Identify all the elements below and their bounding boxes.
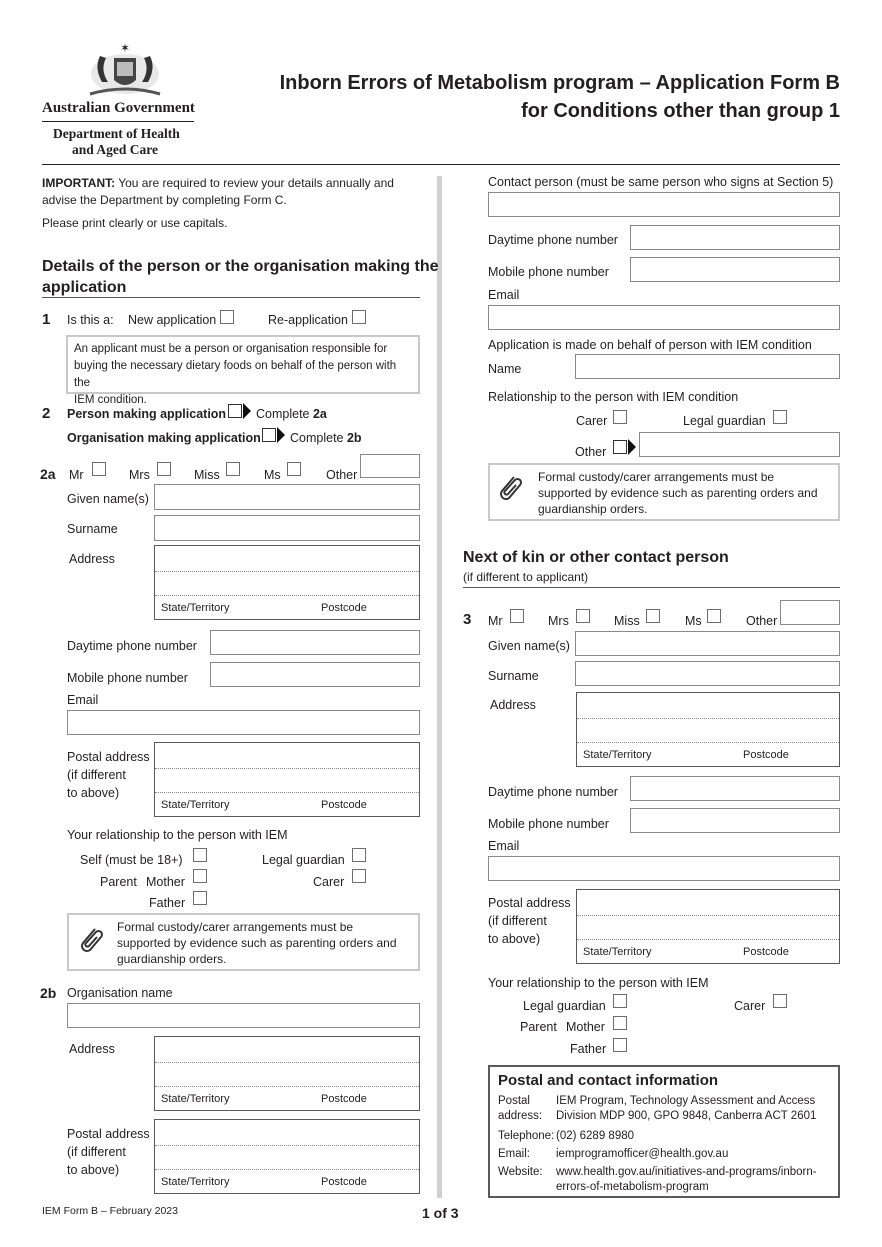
contact-mobile-phone-input[interactable]	[630, 257, 840, 282]
contact-daytime-phone-input[interactable]	[630, 225, 840, 250]
address-line-divider	[155, 768, 419, 769]
s3-surname-label: Surname	[488, 669, 539, 683]
org-making-label: Organisation making application	[67, 431, 261, 445]
s3-carer-label: Carer	[734, 999, 766, 1013]
paperclip-icon	[77, 925, 105, 959]
next-of-kin-rule	[463, 587, 840, 588]
address-line-divider	[577, 915, 839, 916]
address-line-divider	[155, 1062, 419, 1063]
name-input[interactable]	[575, 354, 840, 379]
s3-address-input[interactable]	[576, 692, 840, 767]
complete-2b-ref: 2b	[346, 431, 362, 445]
arrow-icon	[628, 439, 636, 455]
s3-email-input[interactable]	[488, 856, 840, 881]
q1-number: 1	[42, 311, 51, 328]
title-ms-checkbox[interactable]	[287, 462, 301, 476]
contact-email-label: Email	[488, 288, 520, 302]
contact-info-box	[488, 1065, 840, 1198]
title-mr-checkbox[interactable]	[92, 462, 106, 476]
title-other-input[interactable]	[360, 454, 420, 478]
email-label: Email:	[498, 1148, 530, 1160]
title-mr-label: Mr	[69, 468, 84, 482]
s3-mother-checkbox[interactable]	[613, 1016, 627, 1030]
s3-given-names-label: Given name(s)	[488, 639, 570, 653]
header-rule	[42, 164, 840, 165]
re-application-checkbox[interactable]	[352, 310, 366, 324]
carer-checkbox[interactable]	[352, 869, 366, 883]
postcode-label: Postcode	[743, 749, 789, 761]
svg-text:✶: ✶	[119, 41, 131, 55]
relationship-label: Your relationship to the person with IEM	[67, 828, 288, 842]
legal-guardian-label: Legal guardian	[262, 853, 345, 867]
org-address-label: Address	[69, 1042, 115, 1056]
postal-value-2: Division MDP 900, GPO 9848, Canberra ACT 2601	[556, 1110, 817, 1122]
applicant-requirement-note	[66, 335, 420, 406]
telephone-label: Telephone:	[498, 1130, 555, 1142]
surname-input[interactable]	[154, 515, 420, 541]
mother-label: Mother	[146, 875, 185, 889]
next-of-kin-heading: Next of kin or other contact person	[463, 549, 729, 566]
legal-guardian-checkbox[interactable]	[352, 848, 366, 862]
contact-daytime-phone-label: Daytime phone number	[488, 233, 618, 247]
surname-label: Surname	[67, 522, 118, 536]
s3-address-label: Address	[490, 698, 536, 712]
state-territory-label: State/Territory	[161, 1093, 230, 1105]
postcode-label: Postcode	[743, 946, 789, 958]
s3-title-ms-label: Ms	[685, 614, 702, 628]
section-2a-number: 2a	[40, 466, 56, 482]
rt-custody-note	[488, 463, 840, 521]
person-making-checkbox[interactable]	[228, 404, 242, 418]
org-making-checkbox[interactable]	[262, 428, 276, 442]
s3-title-mr-checkbox[interactable]	[510, 609, 524, 623]
person-making-label: Person making application	[67, 407, 227, 421]
note-line-3: IEM condition.	[74, 394, 147, 406]
address-line-divider	[155, 571, 419, 572]
note-line-2: buying the necessary dietary foods on behalf of the person with the	[74, 360, 397, 389]
name-label: Name	[488, 362, 522, 376]
s3-title-miss-label: Miss	[614, 614, 640, 628]
s3-title-mrs-checkbox[interactable]	[576, 609, 590, 623]
given-names-label: Given name(s)	[67, 492, 149, 506]
complete-2a	[256, 407, 327, 421]
rt-other-input[interactable]	[639, 432, 840, 457]
s3-daytime-phone-label: Daytime phone number	[488, 785, 618, 799]
gov-divider	[42, 121, 194, 122]
state-territory-label: State/Territory	[161, 799, 230, 811]
title-mrs-checkbox[interactable]	[157, 462, 171, 476]
title-miss-label: Miss	[194, 468, 220, 482]
self-checkbox[interactable]	[193, 848, 207, 862]
parent-label: Parent	[100, 875, 137, 889]
page-number: 1 of 3	[422, 1205, 459, 1221]
carer-label: Carer	[313, 875, 345, 889]
custody-line-3: guardianship orders.	[538, 502, 648, 516]
org-address-input[interactable]	[154, 1036, 420, 1111]
address-line-divider	[155, 792, 419, 793]
government-crest	[70, 36, 180, 102]
postal-value-1: IEM Program, Technology Assessment and Access	[556, 1095, 816, 1107]
address-line-divider	[155, 1145, 419, 1146]
given-names-input[interactable]	[154, 484, 420, 510]
postcode-label: Postcode	[321, 1176, 367, 1188]
re-application-label: Re-application	[268, 313, 348, 327]
column-divider	[437, 176, 442, 1198]
important-label: IMPORTANT:	[42, 176, 116, 190]
email-link[interactable]: iemprogramofficer@health.gov.au	[556, 1148, 729, 1160]
title-ms-label: Ms	[264, 468, 281, 482]
complete-word: Complete	[290, 431, 344, 445]
postal-line-1: Postal address	[67, 750, 150, 764]
postal-label-1: Postal	[498, 1095, 530, 1107]
address-line-divider	[577, 718, 839, 719]
rt-legal-guardian-checkbox[interactable]	[773, 410, 787, 424]
q2-number: 2	[42, 405, 51, 422]
s3-father-label: Father	[570, 1042, 607, 1056]
contact-mobile-phone-label: Mobile phone number	[488, 265, 609, 279]
s3-legal-guardian-checkbox[interactable]	[613, 994, 627, 1008]
s3-mobile-phone-label: Mobile phone number	[488, 817, 609, 831]
mobile-phone-label: Mobile phone number	[67, 671, 188, 685]
postal-line-3: to above)	[488, 932, 541, 946]
org-postal-address-label	[67, 1125, 150, 1179]
org-name-label: Organisation name	[67, 986, 173, 1000]
applicant-heading-1: Details of the person or the organisation making the	[42, 258, 439, 275]
father-label: Father	[149, 896, 186, 910]
section-2b-number: 2b	[40, 985, 57, 1001]
telephone-value: (02) 6289 8980	[556, 1130, 635, 1142]
arrow-icon	[277, 427, 285, 443]
applicant-heading-2: application	[42, 279, 127, 296]
rt-legal-guardian-label: Legal guardian	[683, 414, 766, 428]
contact-email-input[interactable]	[488, 305, 840, 330]
postcode-label: Postcode	[321, 1093, 367, 1105]
gov-name: Australian Government	[42, 100, 195, 116]
contact-person-input[interactable]	[488, 192, 840, 217]
email-label: Email	[67, 693, 99, 707]
daytime-phone-input[interactable]	[210, 630, 420, 655]
website-label: Website:	[498, 1166, 543, 1178]
q1-label: Is this a:	[67, 313, 114, 327]
paperclip-icon	[496, 473, 524, 507]
s3-title-other-label: Other	[746, 614, 778, 628]
address-line-divider	[577, 742, 839, 743]
s3-surname-input[interactable]	[575, 661, 840, 686]
postal-line-2: (if different	[488, 914, 547, 928]
postal-line-3: to above)	[67, 1163, 120, 1177]
address-line-divider	[577, 939, 839, 940]
behalf-label: Application is made on behalf of person with IEM condition	[488, 338, 812, 352]
title-miss-checkbox[interactable]	[226, 462, 240, 476]
address-label: Address	[69, 552, 115, 566]
form-title-line2: for Conditions other than group 1	[521, 100, 840, 122]
complete-2b	[290, 431, 362, 445]
important-text-2: advise the Department by completing Form C.	[42, 193, 287, 207]
relationship-iem-label: Relationship to the person with IEM condition	[488, 390, 739, 404]
email-input[interactable]	[67, 710, 420, 735]
title-mrs-label: Mrs	[129, 468, 150, 482]
address-input[interactable]	[154, 545, 420, 620]
self-label: Self (must be 18+)	[80, 853, 183, 867]
s3-postal-address-label	[488, 894, 571, 948]
daytime-phone-label: Daytime phone number	[67, 639, 197, 653]
website-link-2[interactable]: errors-of-metabolism-program	[556, 1181, 709, 1193]
rt-other-label: Other	[575, 445, 607, 459]
org-name-input[interactable]	[67, 1003, 420, 1028]
state-territory-label: State/Territory	[583, 749, 652, 761]
s3-email-label: Email	[488, 839, 520, 853]
important-notice	[42, 175, 422, 209]
new-application-checkbox[interactable]	[220, 310, 234, 324]
complete-word: Complete	[256, 407, 310, 421]
address-line-divider	[155, 1086, 419, 1087]
section-3-number: 3	[463, 611, 472, 628]
note-line-1: An applicant must be a person or organisation responsible for	[74, 343, 388, 355]
s3-carer-checkbox[interactable]	[773, 994, 787, 1008]
rt-carer-checkbox[interactable]	[613, 410, 627, 424]
dept-name-line1: Department of Health	[53, 126, 180, 141]
s3-relationship-label: Your relationship to the person with IEM	[488, 976, 709, 990]
arrow-icon	[243, 403, 251, 419]
postcode-label: Postcode	[321, 602, 367, 614]
contact-info-heading: Postal and contact information	[498, 1072, 719, 1089]
mother-checkbox[interactable]	[193, 869, 207, 883]
custody-line-2: supported by evidence such as parenting orders and	[538, 486, 818, 500]
s3-parent-label: Parent	[520, 1020, 557, 1034]
mobile-phone-input[interactable]	[210, 662, 420, 687]
rt-other-checkbox[interactable]	[613, 440, 627, 454]
complete-2a-ref: 2a	[312, 407, 327, 421]
title-other-label: Other	[326, 468, 358, 482]
rt-carer-label: Carer	[576, 414, 608, 428]
postal-line-3: to above)	[67, 786, 120, 800]
form-title-line1: Inborn Errors of Metabolism program – Application Form B	[279, 72, 840, 94]
postal-line-2: (if different	[67, 768, 126, 782]
website-link-1[interactable]: www.health.gov.au/initiatives-and-programs/inborn-	[556, 1166, 817, 1178]
state-territory-label: State/Territory	[161, 602, 230, 614]
s3-mobile-phone-input[interactable]	[630, 808, 840, 833]
postal-address-input[interactable]	[154, 742, 420, 817]
postal-label-2: address:	[498, 1110, 543, 1122]
s3-postal-address-input[interactable]	[576, 889, 840, 964]
custody-note	[67, 913, 420, 971]
postal-address-label	[67, 748, 150, 802]
s3-legal-guardian-label: Legal guardian	[523, 999, 606, 1013]
org-postal-address-input[interactable]	[154, 1119, 420, 1194]
state-territory-label: State/Territory	[583, 946, 652, 958]
s3-title-miss-checkbox[interactable]	[646, 609, 660, 623]
state-territory-label: State/Territory	[161, 1176, 230, 1188]
s3-title-other-input[interactable]	[780, 600, 840, 625]
address-line-divider	[155, 1169, 419, 1170]
s3-father-checkbox[interactable]	[613, 1038, 627, 1052]
s3-title-mr-label: Mr	[488, 614, 503, 628]
custody-line-2: supported by evidence such as parenting orders and	[117, 936, 397, 950]
s3-mother-label: Mother	[566, 1020, 605, 1034]
s3-title-mrs-label: Mrs	[548, 614, 569, 628]
contact-person-label: Contact person (must be same person who signs at Section 5)	[488, 175, 834, 189]
new-application-label: New application	[128, 313, 217, 327]
form-id: IEM Form B – February 2023	[42, 1205, 178, 1217]
custody-line-1: Formal custody/carer arrangements must be	[117, 920, 354, 934]
custody-line-1: Formal custody/carer arrangements must be	[538, 470, 775, 484]
postal-line-2: (if different	[67, 1145, 126, 1159]
address-line-divider	[155, 595, 419, 596]
applicant-heading-rule	[42, 297, 420, 298]
s3-title-ms-checkbox[interactable]	[707, 609, 721, 623]
postal-line-1: Postal address	[488, 896, 571, 910]
next-of-kin-subheading: (if different to applicant)	[463, 570, 589, 584]
father-checkbox[interactable]	[193, 891, 207, 905]
s3-daytime-phone-input[interactable]	[630, 776, 840, 801]
dept-name-line2: and Aged Care	[72, 142, 159, 157]
important-text-1: You are required to review your details annually and	[115, 176, 394, 190]
postcode-label: Postcode	[321, 799, 367, 811]
s3-given-names-input[interactable]	[575, 631, 840, 656]
postal-line-1: Postal address	[67, 1127, 150, 1141]
custody-line-3: guardianship orders.	[117, 952, 227, 966]
print-note: Please print clearly or use capitals.	[42, 216, 228, 230]
